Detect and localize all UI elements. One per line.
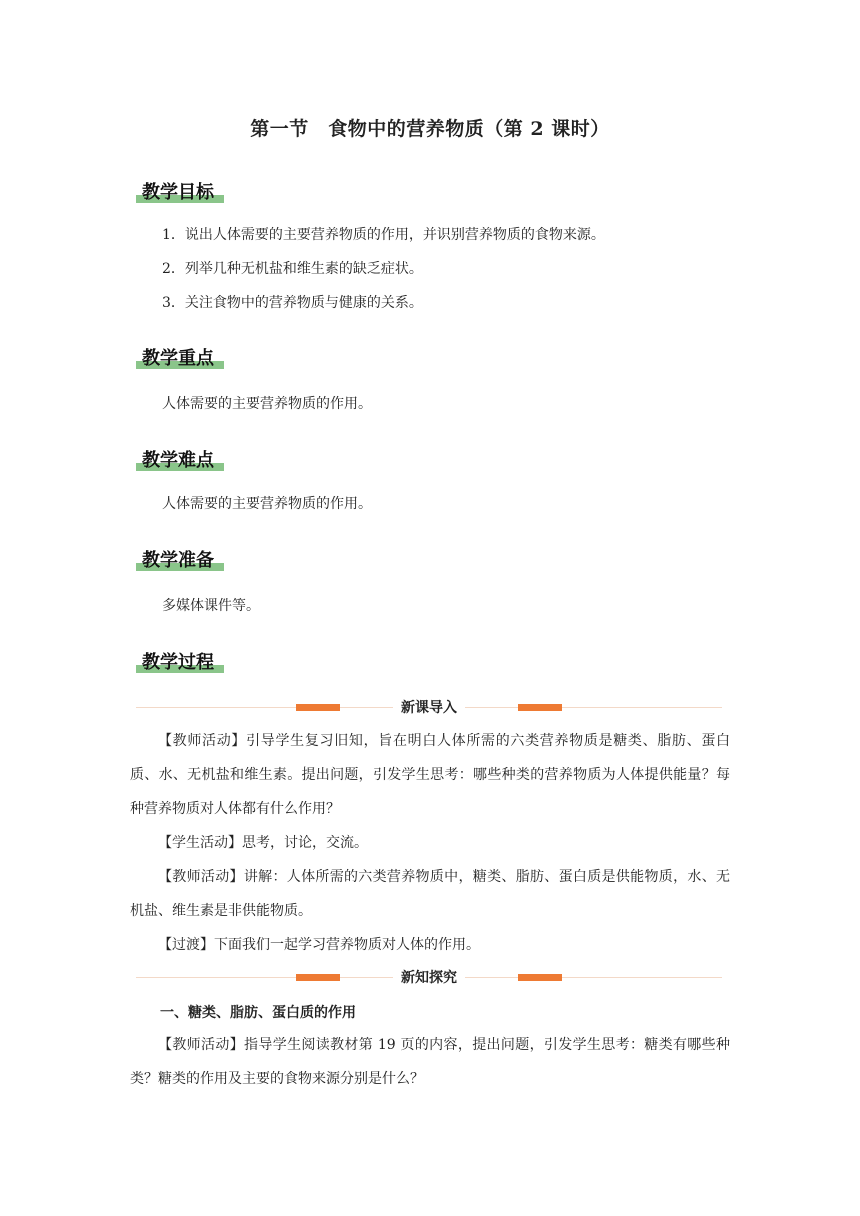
section-heading-text: 教学过程 xyxy=(142,652,214,673)
section-heading-text: 教学难点 xyxy=(142,450,214,471)
divider-label: 新课导入 xyxy=(393,700,465,716)
divider-explore xyxy=(136,968,722,988)
intro-paragraph-2: 【学生活动】思考，讨论，交流。 xyxy=(158,835,368,851)
explore-paragraph-1: 【教师活动】指导学生阅读教材第 19 页的内容，提出问题，引发学生思考：糖类有哪些种类？糖类的作用及主要的食物来源分别是什么？ xyxy=(130,1037,730,1087)
page-title: 第一节 食物中的营养物质（第 2 课时） xyxy=(250,118,610,140)
section-heading-text: 教学重点 xyxy=(142,348,214,369)
key-points-text: 人体需要的主要营养物质的作用。 xyxy=(162,396,372,412)
section-heading-text: 教学准备 xyxy=(142,550,214,571)
intro-paragraph-1: 【教师活动】引导学生复习旧知，旨在明白人体所需的六类营养物质是糖类、脂肪、蛋白质、水、无机盐和维生素。提出问题，引发学生思考：哪些种类的营养物质为人体提供能量？每种营养物质对人体都有什么作用？ xyxy=(130,733,730,817)
divider-intro xyxy=(136,698,722,718)
intro-paragraph-4: 【过渡】下面我们一起学习营养物质对人体的作用。 xyxy=(158,937,480,953)
preparation-text: 多媒体课件等。 xyxy=(162,598,260,614)
difficulties-text: 人体需要的主要营养物质的作用。 xyxy=(162,496,372,512)
section-heading-text: 教学目标 xyxy=(142,182,214,203)
explore-subheading: 一、糖类、脂肪、蛋白质的作用 xyxy=(160,1005,356,1021)
objective-item-3: 3．关注食物中的营养物质与健康的关系。 xyxy=(162,295,423,311)
divider-label: 新知探究 xyxy=(393,970,465,986)
objective-item-1: 1．说出人体需要的主要营养物质的作用，并识别营养物质的食物来源。 xyxy=(162,227,605,243)
intro-paragraph-3: 【教师活动】讲解：人体所需的六类营养物质中，糖类、脂肪、蛋白质是供能物质，水、无机盐、维生素是非供能物质。 xyxy=(130,869,730,919)
objective-item-2: 2．列举几种无机盐和维生素的缺乏症状。 xyxy=(162,261,423,277)
